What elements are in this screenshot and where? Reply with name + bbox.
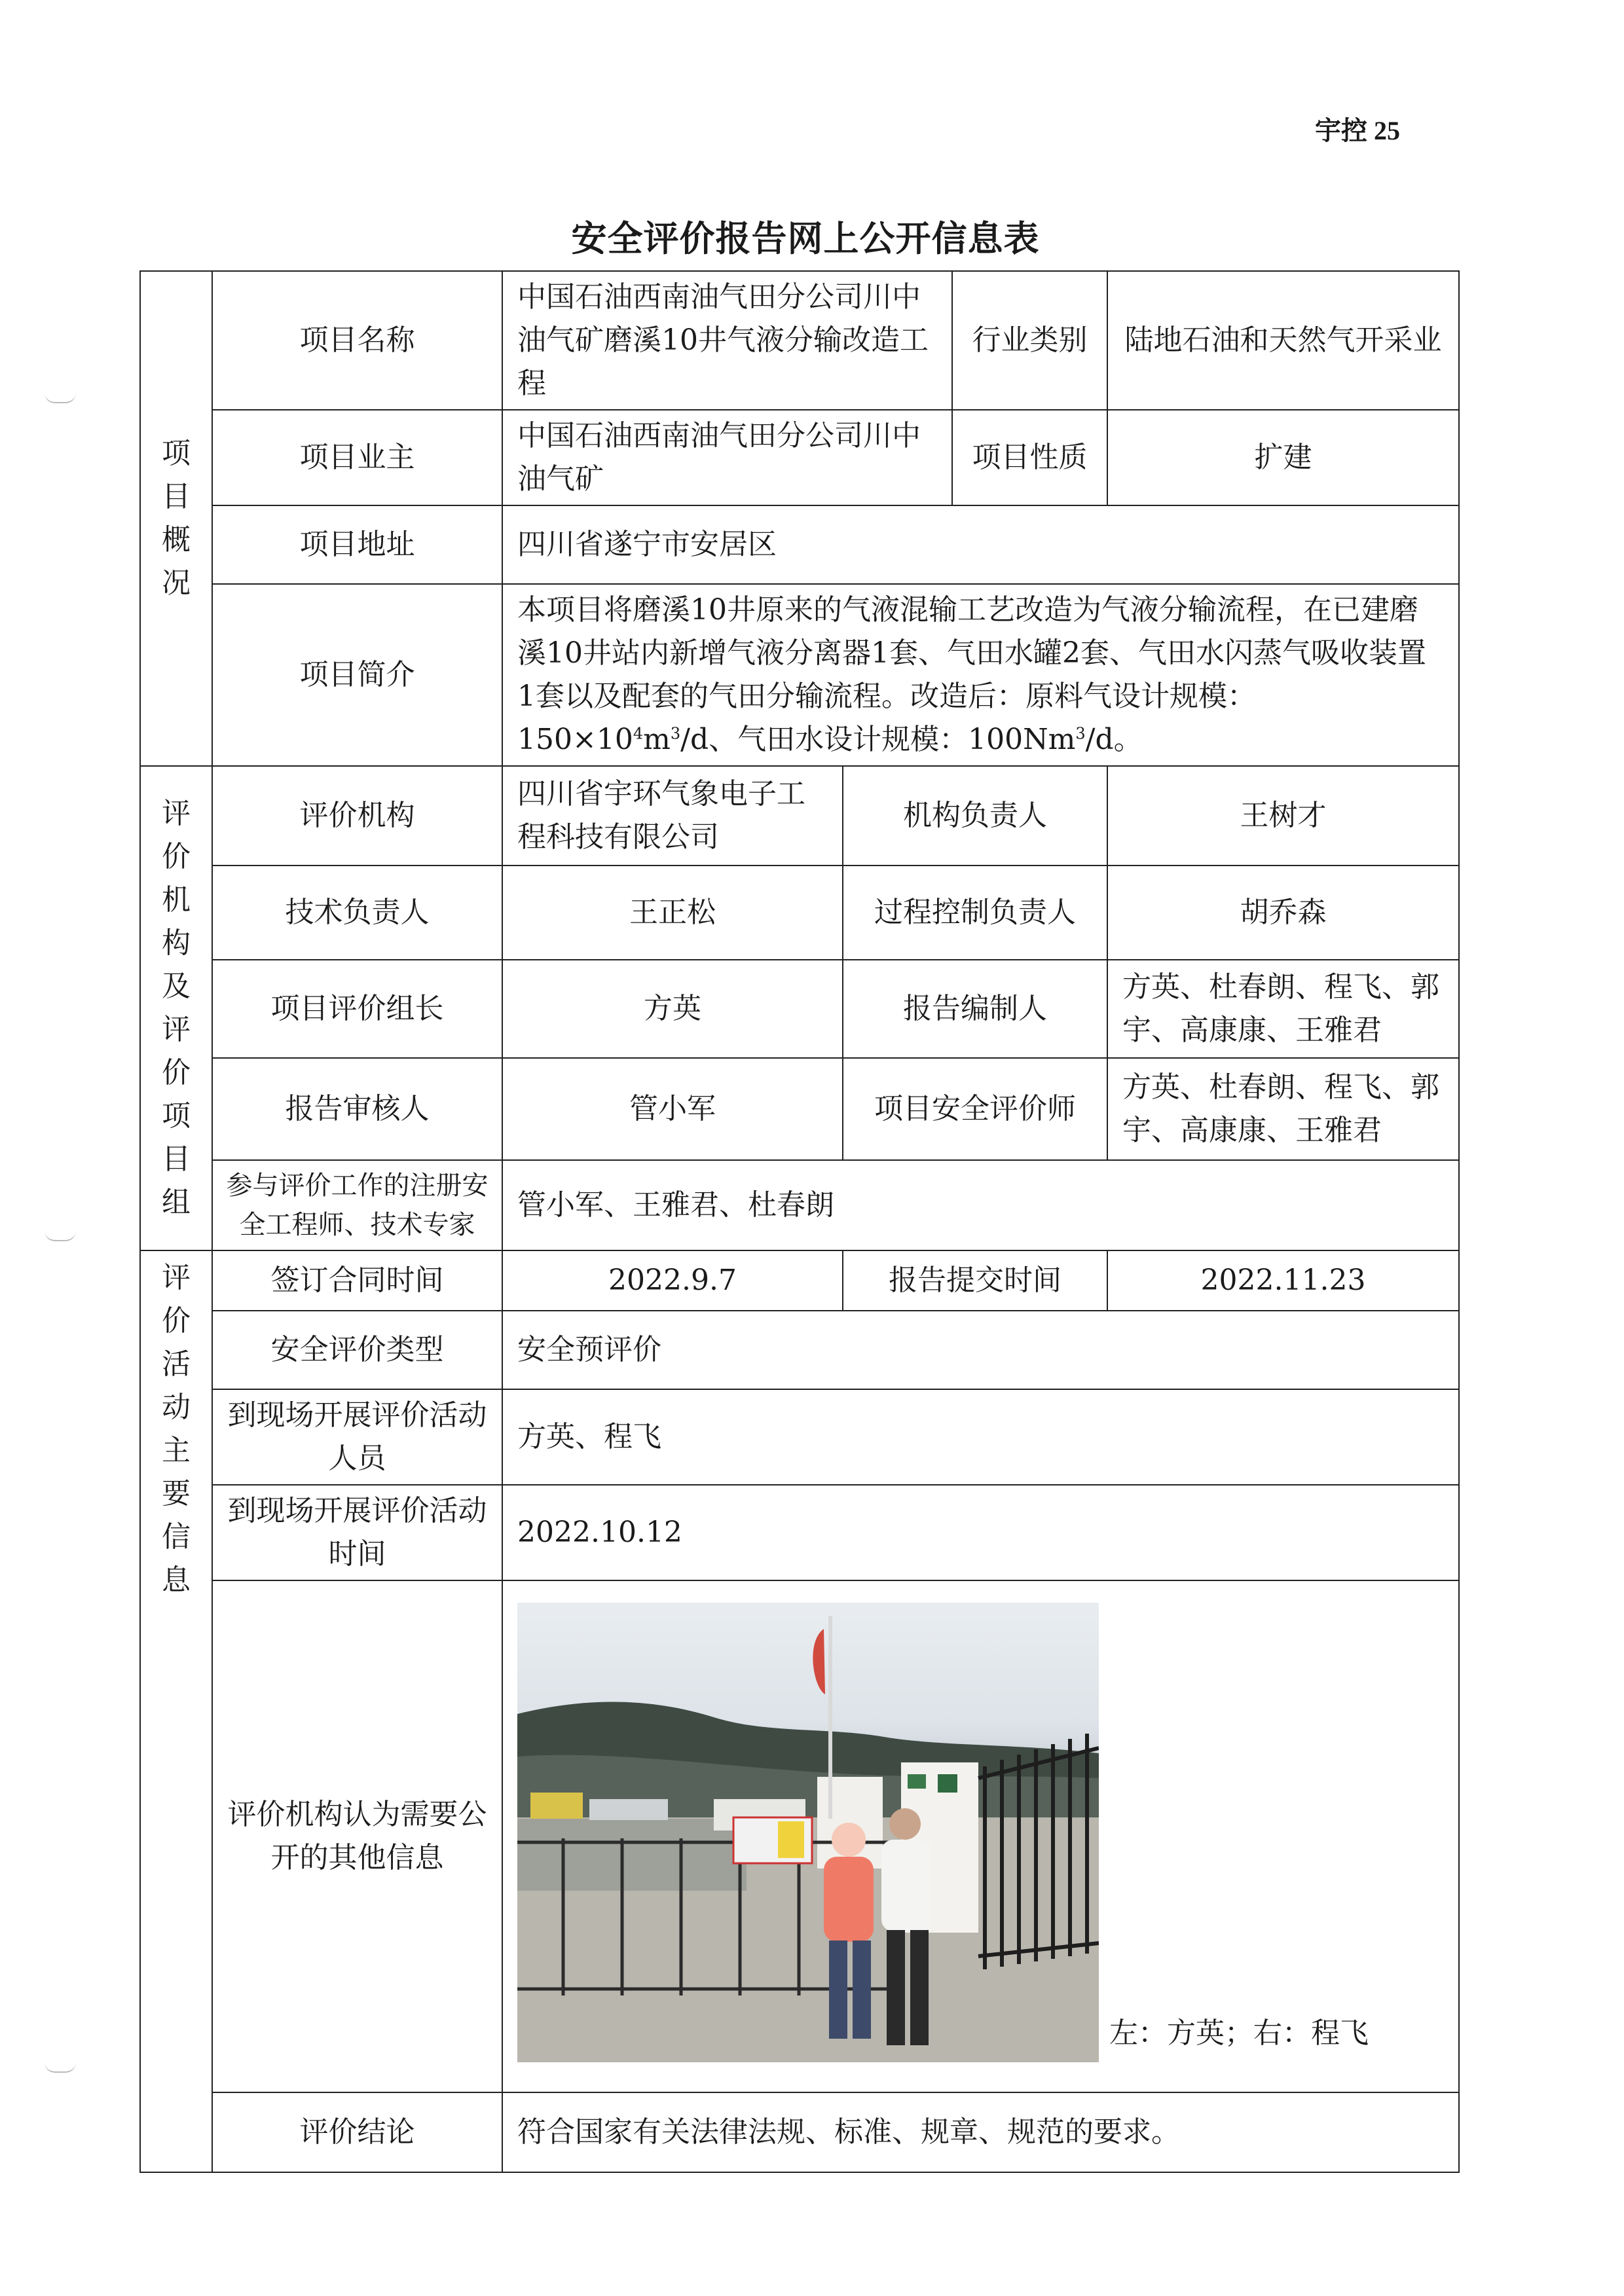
section-project-overview: 项 目 概 况 xyxy=(140,271,212,766)
scan-mark xyxy=(45,393,76,403)
submit-date: 2022.11.23 xyxy=(1107,1250,1459,1311)
agency-label: 评价机构 xyxy=(212,766,502,866)
reviewer-value: 管小军 xyxy=(502,1058,843,1160)
process-head-value: 胡乔森 xyxy=(1107,866,1459,960)
reviewer-label: 报告审核人 xyxy=(212,1058,502,1160)
site-photo xyxy=(517,1603,1099,2062)
page-title: 安全评价报告网上公开信息表 xyxy=(571,217,1040,259)
section-agency-team: 评 价 机 构 及 评 价 项 目 组 xyxy=(140,766,212,1250)
onsite-time-value: 2022.10.12 xyxy=(502,1485,1459,1580)
scan-mark xyxy=(45,2062,76,2073)
photo-caption: 左：方英；右：程飞 xyxy=(1109,2016,1369,2050)
tech-head-value: 王正松 xyxy=(502,866,843,960)
info-table xyxy=(139,270,1460,2173)
document-number: 宇控 25 xyxy=(1315,116,1400,145)
contract-date: 2022.9.7 xyxy=(502,1250,843,1311)
team-leader-value: 方英 xyxy=(502,960,843,1058)
type-label: 安全评价类型 xyxy=(212,1311,502,1389)
agency-head-value: 王树才 xyxy=(1107,766,1459,866)
process-head-label: 过程控制负责人 xyxy=(843,866,1107,960)
section-activity-info: 评 价 活 动 主 要 信 息 xyxy=(140,1250,212,2172)
conclusion-label: 评价结论 xyxy=(212,2092,502,2172)
compiler-label: 报告编制人 xyxy=(843,960,1107,1058)
owner-label: 项目业主 xyxy=(212,410,502,505)
tech-head-label: 技术负责人 xyxy=(212,866,502,960)
nature-value: 扩建 xyxy=(1107,410,1459,505)
evaluator-label: 项目安全评价师 xyxy=(843,1058,1107,1160)
team-leader-label: 项目评价组长 xyxy=(212,960,502,1058)
other-info-cell xyxy=(502,1580,1459,2092)
address-label: 项目地址 xyxy=(212,505,502,584)
compiler-value: 方英、杜春朗、程飞、郭宇、高康康、王雅君 xyxy=(1107,960,1459,1058)
submit-label: 报告提交时间 xyxy=(843,1250,1107,1311)
project-name-label: 项目名称 xyxy=(212,271,502,410)
nature-label: 项目性质 xyxy=(952,410,1107,505)
onsite-people-value: 方英、程飞 xyxy=(502,1389,1459,1485)
onsite-people-label: 到现场开展评价活动人员 xyxy=(212,1389,502,1485)
industry-label: 行业类别 xyxy=(952,271,1107,410)
scan-mark xyxy=(45,1231,76,1241)
project-intro: 本项目将磨溪10井原来的气液混输工艺改造为气液分输流程，在已建磨溪10井站内新增气液分离器1套、气田水罐2套、气田水闪蒸气吸收装置1套以及配套的气田分输流程。改造后：原料气设计规模：$150\times 10^4m^3/d$、气田水设计规模：100Nm$^3$/d。 xyxy=(502,584,1459,766)
onsite-time-label: 到现场开展评价活动时间 xyxy=(212,1485,502,1580)
intro-label: 项目简介 xyxy=(212,584,502,766)
address-value: 四川省遂宁市安居区 xyxy=(502,505,1459,584)
engineers-label: 参与评价工作的注册安全工程师、技术专家 xyxy=(212,1160,502,1250)
owner-value: 中国石油西南油气田分公司川中油气矿 xyxy=(502,410,952,505)
other-info-label: 评价机构认为需要公开的其他信息 xyxy=(212,1580,502,2092)
industry-value: 陆地石油和天然气开采业 xyxy=(1107,271,1459,410)
type-value: 安全预评价 xyxy=(502,1311,1459,1389)
agency-head-label: 机构负责人 xyxy=(843,766,1107,866)
project-name: 中国石油西南油气田分公司川中油气矿磨溪10井气液分输改造工程 xyxy=(502,271,952,410)
engineers-value: 管小军、王雅君、杜春朗 xyxy=(502,1160,1459,1250)
contract-label: 签订合同时间 xyxy=(212,1250,502,1311)
conclusion-value: 符合国家有关法律法规、标准、规章、规范的要求。 xyxy=(502,2092,1459,2172)
evaluator-value: 方英、杜春朗、程飞、郭宇、高康康、王雅君 xyxy=(1107,1058,1459,1160)
agency-value: 四川省宇环气象电子工程科技有限公司 xyxy=(502,766,843,866)
